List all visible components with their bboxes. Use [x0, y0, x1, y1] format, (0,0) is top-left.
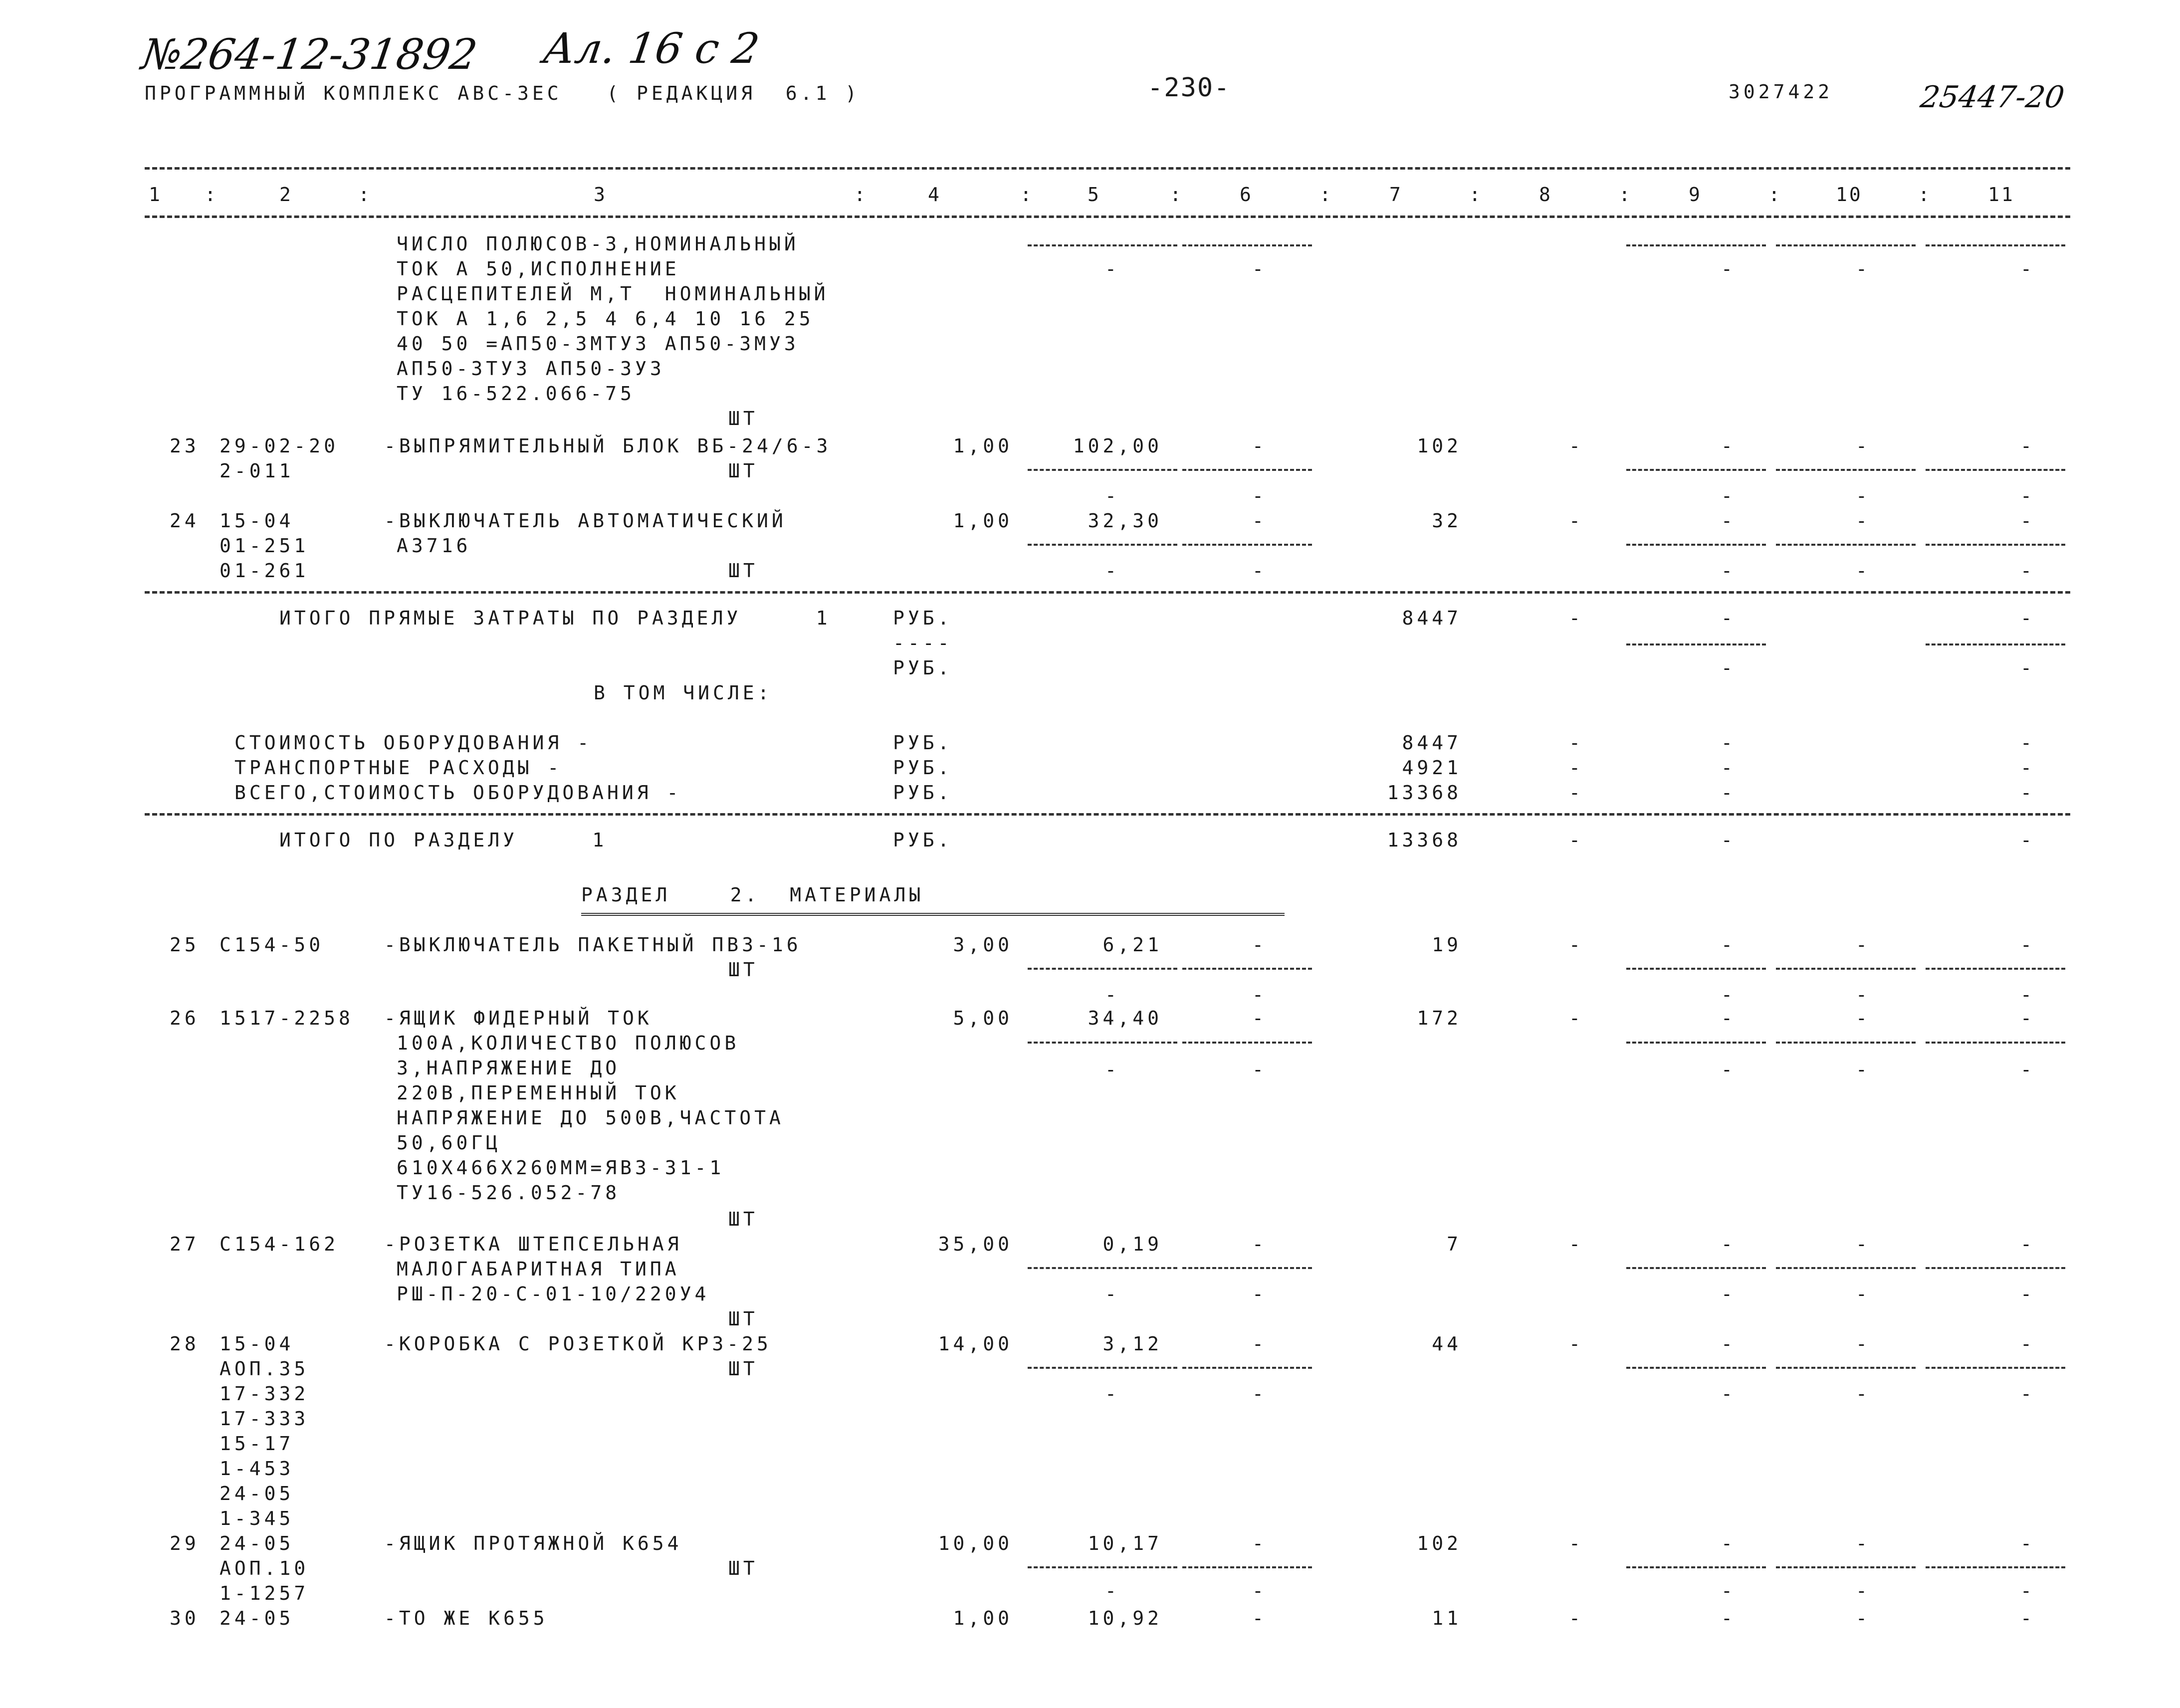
row-description: -РОЗЕТКА ШТЕПСЕЛЬНАЯ — [384, 1233, 682, 1255]
row-col8: - — [1569, 1607, 1584, 1629]
empty-mark: - — [2020, 782, 2035, 804]
row-col8: - — [1569, 510, 1584, 532]
empty-mark: - — [1721, 1007, 1736, 1029]
col-header-10: 10 — [1836, 184, 1863, 206]
col-separator: : — [1319, 184, 1333, 206]
empty-mark: - — [1252, 485, 1267, 507]
empty-mark: - — [1105, 258, 1120, 280]
row-code: 24-05 — [219, 1532, 294, 1554]
col-separator: : — [1170, 184, 1183, 206]
row-col6: - — [1252, 1007, 1267, 1029]
row-col6: - — [1252, 1532, 1267, 1554]
empty-mark: - — [1721, 934, 1736, 956]
empty-mark: - — [1721, 1283, 1736, 1305]
empty-mark: - — [1856, 934, 1871, 956]
empty-mark: - — [1105, 1283, 1120, 1305]
empty-mark: - — [1856, 560, 1871, 582]
cell-underline — [1776, 1566, 1916, 1568]
section-total-label: ИТОГО ПО РАЗДЕЛУ 1 — [279, 829, 608, 851]
row-price: 10,17 — [1088, 1532, 1162, 1554]
empty-mark: - — [2020, 1059, 2035, 1080]
empty-mark: - — [1721, 258, 1736, 280]
row-description: МАЛОГАБАРИТНАЯ ТИПА — [397, 1258, 680, 1280]
cell-underline — [1926, 469, 2065, 471]
row-price: 3,12 — [1102, 1333, 1162, 1355]
empty-mark: - — [2020, 560, 2035, 582]
row-code: 17-333 — [219, 1408, 309, 1430]
empty-mark: - — [1721, 1233, 1736, 1255]
breakdown-col8: - — [1569, 782, 1584, 804]
section-total-value: 13368 — [1387, 829, 1462, 851]
col-separator: : — [1619, 184, 1632, 206]
empty-mark: - — [1721, 732, 1736, 754]
row-description: -ВЫКЛЮЧАТЕЛЬ АВТОМАТИЧЕСКИЙ — [384, 510, 787, 532]
empty-mark: - — [1721, 435, 1736, 457]
col-header-11: 11 — [1988, 184, 2015, 206]
row-price: 6,21 — [1102, 934, 1162, 956]
col-header-9: 9 — [1689, 184, 1702, 206]
handwritten-document-number: №264-12-31892 — [139, 30, 480, 79]
row-unit: ШТ — [728, 408, 758, 429]
empty-mark: - — [1252, 560, 1267, 582]
empty-mark: - — [1721, 829, 1736, 851]
row-code: 29-02-20 — [219, 435, 339, 457]
row-description: -ВЫКЛЮЧАТЕЛЬ ПАКЕТНЫЙ ПВ3-16 — [384, 934, 802, 956]
cell-underline — [1626, 643, 1766, 645]
empty-mark: - — [1721, 657, 1736, 679]
section-rule — [145, 591, 2070, 594]
row-code: 1-345 — [219, 1507, 294, 1529]
row-description: ТУ 16-522.066-75 — [397, 383, 636, 405]
row-price: 34,40 — [1088, 1007, 1162, 1029]
row-number: 26 — [170, 1007, 200, 1029]
cell-underline — [1776, 1042, 1916, 1044]
direct-costs-unit: РУБ. — [893, 607, 953, 629]
price-underline — [1182, 544, 1312, 546]
price-underline — [1028, 544, 1177, 546]
row-total: 11 — [1432, 1607, 1462, 1629]
cell-underline — [1776, 1367, 1916, 1369]
row-unit: ШТ — [728, 959, 758, 981]
breakdown-label: ВСЕГО,СТОИМОСТЬ ОБОРУДОВАНИЯ - — [234, 782, 682, 804]
empty-mark: - — [2020, 757, 2035, 779]
cell-underline — [1776, 244, 1916, 246]
empty-mark: - — [1856, 1007, 1871, 1029]
row-number: 24 — [170, 510, 200, 532]
col-header-4: 4 — [928, 184, 941, 206]
cell-underline — [1626, 968, 1766, 970]
col-separator: : — [854, 184, 868, 206]
empty-mark: - — [2020, 1383, 2035, 1405]
program-title: ПРОГРАММНЫЙ КОМПЛЕКС АВС-3ЕС ( РЕДАКЦИЯ 6.1 ) — [145, 82, 861, 104]
row-code: 01-251 — [219, 535, 309, 557]
row-description: -КОРОБКА С РОЗЕТКОЙ КР3-25 — [384, 1333, 772, 1355]
empty-mark: - — [2020, 934, 2035, 956]
empty-mark: - — [1856, 1532, 1871, 1554]
row-description: ТОК А 50,ИСПОЛНЕНИЕ — [397, 258, 680, 280]
empty-mark: - — [1105, 560, 1120, 582]
including-heading: В ТОМ ЧИСЛЕ: — [594, 682, 773, 704]
cell-underline — [1926, 1566, 2065, 1568]
row-description: -ЯЩИК ПРОТЯЖНОЙ К654 — [384, 1532, 682, 1554]
row-code: С154-50 — [219, 934, 324, 956]
row-col8: - — [1569, 1007, 1584, 1029]
col-header-5: 5 — [1088, 184, 1101, 206]
row-description: 220В,ПЕРЕМЕННЫЙ ТОК — [397, 1082, 680, 1104]
row-unit: ШТ — [728, 560, 758, 582]
row-total: 32 — [1432, 510, 1462, 532]
row-code: 15-17 — [219, 1433, 294, 1455]
empty-mark: - — [1105, 485, 1120, 507]
empty-mark: - — [2020, 1333, 2035, 1355]
row-description: ЧИСЛО ПОЛЮСОВ-3,НОМИНАЛЬНЫЙ — [397, 233, 799, 255]
row-number: 29 — [170, 1532, 200, 1554]
empty-mark: - — [1721, 1383, 1736, 1405]
empty-mark: - — [1856, 1607, 1871, 1629]
row-number: 25 — [170, 934, 200, 956]
empty-mark: - — [1856, 435, 1871, 457]
empty-mark: - — [1856, 1580, 1871, 1602]
col-header-7: 7 — [1389, 184, 1403, 206]
row-code: 01-261 — [219, 560, 309, 582]
empty-mark: - — [2020, 607, 2035, 629]
handwritten-code: 25447-20 — [1918, 80, 2067, 115]
cell-underline — [1926, 244, 2065, 246]
row-number: 27 — [170, 1233, 200, 1255]
price-underline — [1028, 1367, 1177, 1369]
empty-mark: - — [2020, 258, 2035, 280]
row-code: 1-1257 — [219, 1582, 309, 1604]
cell-underline — [1926, 1267, 2065, 1269]
row-code: АОП.35 — [219, 1358, 309, 1380]
empty-mark: - — [1721, 1333, 1736, 1355]
empty-mark: - — [2020, 1532, 2035, 1554]
empty-mark: - — [1721, 1532, 1736, 1554]
breakdown-value: 8447 — [1402, 732, 1462, 754]
cell-underline — [1626, 1267, 1766, 1269]
empty-mark: - — [2020, 657, 2035, 679]
direct-costs-col8: - — [1569, 607, 1584, 629]
row-unit: ШТ — [728, 1358, 758, 1380]
row-unit: ШТ — [728, 1308, 758, 1330]
row-quantity: 35,00 — [938, 1233, 1013, 1255]
price-underline — [1182, 1267, 1312, 1269]
direct-costs-label: ИТОГО ПРЯМЫЕ ЗАТРАТЫ ПО РАЗДЕЛУ 1 — [279, 607, 831, 629]
direct-costs-unit-dash: ---- — [893, 632, 953, 654]
col-header-3: 3 — [594, 184, 607, 206]
row-description: АП50-3ТУ3 АП50-3У3 — [397, 358, 665, 380]
col-header-8: 8 — [1539, 184, 1552, 206]
section-total-unit: РУБ. — [893, 829, 953, 851]
col-separator: : — [1469, 184, 1483, 206]
row-col6: - — [1252, 1607, 1267, 1629]
cell-underline — [1626, 1042, 1766, 1044]
row-col6: - — [1252, 1333, 1267, 1355]
empty-mark: - — [2020, 829, 2035, 851]
price-underline — [1028, 1566, 1177, 1568]
row-number: 28 — [170, 1333, 200, 1355]
row-quantity: 14,00 — [938, 1333, 1013, 1355]
empty-mark: - — [1856, 984, 1871, 1006]
document-code: 3027422 — [1729, 81, 1833, 103]
price-underline — [1182, 968, 1312, 970]
empty-mark: - — [1105, 984, 1120, 1006]
breakdown-col8: - — [1569, 732, 1584, 754]
row-unit: ШТ — [728, 460, 758, 482]
col-header-2: 2 — [279, 184, 293, 206]
empty-mark: - — [1721, 510, 1736, 532]
cell-underline — [1776, 469, 1916, 471]
row-code: 17-332 — [219, 1383, 309, 1405]
empty-mark: - — [1252, 1283, 1267, 1305]
page-number: -230- — [1147, 73, 1231, 103]
row-total: 172 — [1417, 1007, 1462, 1029]
row-quantity: 1,00 — [953, 1607, 1013, 1629]
row-price: 0,19 — [1102, 1233, 1162, 1255]
row-price: 10,92 — [1088, 1607, 1162, 1629]
row-price: 102,00 — [1073, 435, 1162, 457]
empty-mark: - — [1252, 984, 1267, 1006]
cell-underline — [1626, 469, 1766, 471]
row-col8: - — [1569, 1333, 1584, 1355]
row-quantity: 1,00 — [953, 435, 1013, 457]
empty-mark: - — [1721, 782, 1736, 804]
cell-underline — [1926, 968, 2065, 970]
row-description: РШ-П-20-С-01-10/220У4 — [397, 1283, 710, 1305]
row-description: А3716 — [397, 535, 471, 557]
empty-mark: - — [2020, 732, 2035, 754]
empty-mark: - — [1856, 485, 1871, 507]
row-code: АОП.10 — [219, 1557, 309, 1579]
cell-underline — [1776, 968, 1916, 970]
empty-mark: - — [1856, 258, 1871, 280]
empty-mark: - — [1721, 485, 1736, 507]
breakdown-value: 13368 — [1387, 782, 1462, 804]
row-col8: - — [1569, 1233, 1584, 1255]
row-description: 610Х466Х260ММ=ЯВЗ-31-1 — [397, 1157, 725, 1179]
breakdown-value: 4921 — [1402, 757, 1462, 779]
empty-mark: - — [1856, 1233, 1871, 1255]
price-underline — [1028, 1267, 1177, 1269]
empty-mark: - — [2020, 984, 2035, 1006]
row-description: 3,НАПРЯЖЕНИЕ ДО — [397, 1057, 621, 1079]
col-separator: : — [205, 184, 218, 206]
row-description: НАПРЯЖЕНИЕ ДО 500В,ЧАСТОТА — [397, 1107, 784, 1129]
row-description: РАСЦЕПИТЕЛЕЙ М,Т НОМИНАЛЬНЫЙ — [397, 283, 829, 305]
section-rule — [145, 813, 2070, 816]
row-unit: ШТ — [728, 1557, 758, 1579]
price-underline — [1182, 1042, 1312, 1044]
row-description: 40 50 =АП50-3МТУ3 АП50-3МУ3 — [397, 333, 799, 355]
row-code: 1517-2258 — [219, 1007, 354, 1029]
row-total: 19 — [1432, 934, 1462, 956]
col-header-6: 6 — [1240, 184, 1253, 206]
cell-underline — [1926, 1042, 2065, 1044]
row-quantity: 10,00 — [938, 1532, 1013, 1554]
row-code: 15-04 — [219, 1333, 294, 1355]
price-underline — [1028, 469, 1177, 471]
row-col6: - — [1252, 1233, 1267, 1255]
cell-underline — [1926, 643, 2065, 645]
row-description: ТУ16-526.052-78 — [397, 1182, 621, 1204]
empty-mark: - — [2020, 510, 2035, 532]
cell-underline — [1776, 544, 1916, 546]
col-separator: : — [1020, 184, 1034, 206]
empty-mark: - — [1721, 984, 1736, 1006]
empty-mark: - — [1856, 1283, 1871, 1305]
section-2-title: РАЗДЕЛ 2. МАТЕРИАЛЫ — [581, 884, 924, 906]
empty-mark: - — [1252, 1383, 1267, 1405]
empty-mark: - — [1856, 1333, 1871, 1355]
price-underline — [1182, 244, 1312, 246]
col-header-1: 1 — [149, 184, 162, 206]
row-description: -ЯЩИК ФИДЕРНЫЙ ТОК — [384, 1007, 653, 1029]
empty-mark: - — [1721, 757, 1736, 779]
row-description: -ВЫПРЯМИТЕЛЬНЫЙ БЛОК ВБ-24/6-3 — [384, 435, 832, 457]
row-number: 23 — [170, 435, 200, 457]
empty-mark: - — [2020, 1580, 2035, 1602]
empty-mark: - — [1252, 258, 1267, 280]
empty-mark: - — [1856, 1059, 1871, 1080]
row-description: 50,60ГЦ — [397, 1132, 501, 1154]
row-total: 102 — [1417, 1532, 1462, 1554]
row-total: 102 — [1417, 435, 1462, 457]
empty-mark: - — [1105, 1580, 1120, 1602]
empty-mark: - — [1856, 1383, 1871, 1405]
empty-mark: - — [1721, 1580, 1736, 1602]
cell-underline — [1626, 244, 1766, 246]
row-col6: - — [1252, 435, 1267, 457]
row-col8: - — [1569, 1532, 1584, 1554]
section-2-title-rule — [581, 913, 1285, 916]
row-quantity: 5,00 — [953, 1007, 1013, 1029]
breakdown-unit: РУБ. — [893, 732, 953, 754]
row-code: 24-05 — [219, 1607, 294, 1629]
empty-mark: - — [2020, 1007, 2035, 1029]
row-code: С154-162 — [219, 1233, 339, 1255]
empty-mark: - — [2020, 435, 2035, 457]
row-col6: - — [1252, 510, 1267, 532]
col-separator: : — [1768, 184, 1782, 206]
row-unit: ШТ — [728, 1208, 758, 1230]
row-description: ТОК А 1,6 2,5 4 6,4 10 16 25 — [397, 308, 814, 330]
empty-mark: - — [1721, 1607, 1736, 1629]
cell-underline — [1926, 1367, 2065, 1369]
cell-underline — [1776, 1267, 1916, 1269]
row-description: -ТО ЖЕ К655 — [384, 1607, 548, 1629]
breakdown-label: СТОИМОСТЬ ОБОРУДОВАНИЯ - — [234, 732, 593, 754]
row-description: 100А,КОЛИЧЕСТВО ПОЛЮСОВ — [397, 1032, 740, 1054]
row-code: 2-011 — [219, 460, 294, 482]
empty-mark: - — [2020, 1607, 2035, 1629]
empty-mark: - — [1252, 1580, 1267, 1602]
empty-mark: - — [1105, 1383, 1120, 1405]
price-underline — [1182, 469, 1312, 471]
empty-mark: - — [1252, 1059, 1267, 1080]
cell-underline — [1626, 544, 1766, 546]
price-underline — [1028, 244, 1177, 246]
row-quantity: 1,00 — [953, 510, 1013, 532]
breakdown-label: ТРАНСПОРТНЫЕ РАСХОДЫ - — [234, 757, 563, 779]
direct-costs-value: 8447 — [1402, 607, 1462, 629]
empty-mark: - — [2020, 1233, 2035, 1255]
cell-underline — [1926, 544, 2065, 546]
direct-costs-unit-2: РУБ. — [893, 657, 953, 679]
breakdown-unit: РУБ. — [893, 757, 953, 779]
empty-mark: - — [1856, 510, 1871, 532]
header-rule-top — [145, 167, 2070, 170]
row-total: 44 — [1432, 1333, 1462, 1355]
row-col6: - — [1252, 934, 1267, 956]
row-code: 1-453 — [219, 1458, 294, 1480]
row-price: 32,30 — [1088, 510, 1162, 532]
row-code: 24-05 — [219, 1483, 294, 1504]
breakdown-unit: РУБ. — [893, 782, 953, 804]
empty-mark: - — [1105, 1059, 1120, 1080]
header-rule-bottom — [145, 215, 2070, 218]
breakdown-col8: - — [1569, 757, 1584, 779]
empty-mark: - — [1721, 560, 1736, 582]
empty-mark: - — [2020, 485, 2035, 507]
price-underline — [1182, 1566, 1312, 1568]
price-underline — [1028, 968, 1177, 970]
empty-mark: - — [2020, 1283, 2035, 1305]
cell-underline — [1626, 1566, 1766, 1568]
cell-underline — [1626, 1367, 1766, 1369]
section-total-col8: - — [1569, 829, 1584, 851]
price-underline — [1028, 1042, 1177, 1044]
col-separator: : — [1918, 184, 1932, 206]
row-code: 15-04 — [219, 510, 294, 532]
row-col8: - — [1569, 934, 1584, 956]
handwritten-sheet-number: Ал. 16 с 2 — [540, 24, 763, 73]
row-col8: - — [1569, 435, 1584, 457]
col-separator: : — [358, 184, 372, 206]
row-number: 30 — [170, 1607, 200, 1629]
row-quantity: 3,00 — [953, 934, 1013, 956]
row-total: 7 — [1447, 1233, 1462, 1255]
empty-mark: - — [1721, 607, 1736, 629]
price-underline — [1182, 1367, 1312, 1369]
empty-mark: - — [1721, 1059, 1736, 1080]
